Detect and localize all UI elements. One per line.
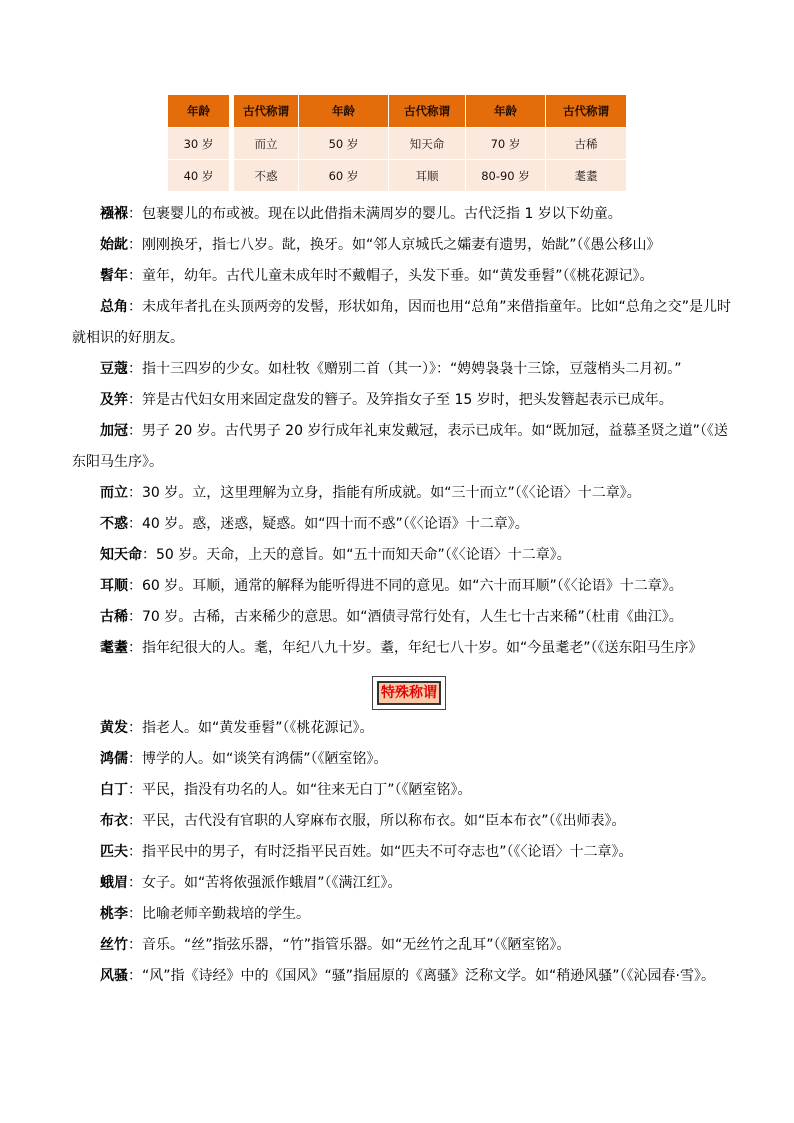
entry-term: 耳顺 [100, 578, 128, 594]
list-item [72, 292, 732, 354]
entry-text: ：音乐。“丝”指弦乐器，“竹”指管乐器。如“无丝竹之乱耳”（《陋室铭》。 [128, 937, 571, 953]
list-item [72, 416, 732, 478]
entry-text: ：指十三四岁的少女。如杜牧《赠别二首（其一）》：“娉娉袅袅十三馀，豆蔻梢头二月初。” [128, 361, 682, 377]
entry-term: 总角 [100, 299, 128, 315]
entry-text: ：刚刚换牙，指七八岁。龀，换牙。如“邻人京城氏之孀妻有遗男，始龀”（《愚公移山》 [128, 237, 661, 253]
list-item [72, 713, 732, 744]
entry-text: ：指平民中的男子，有时泛指平民百姓。如“匹夫不可夺志也”（《〈论语〉十二章》。 [128, 844, 633, 860]
list-item [72, 199, 732, 230]
entry-term: 桃李 [100, 906, 128, 922]
entry-term: 豆蔻 [100, 361, 128, 377]
entry-term: 加冠 [100, 423, 128, 439]
section-title-special-titles: 特殊称谓 [377, 681, 441, 705]
entry-term: 不惑 [100, 516, 128, 532]
entry-term: 布衣 [100, 813, 128, 829]
table-cell: 耳顺 [389, 160, 466, 192]
table-header: 年龄 [466, 95, 546, 128]
entry-text: ：比喻老师辛勤栽培的学生。 [128, 906, 310, 922]
entry-term: 鸿儒 [100, 751, 128, 767]
table-header: 年龄 [299, 95, 389, 128]
table-cell: 40 岁 [168, 160, 230, 192]
entry-text: ：未成年者扎在头顶两旁的发髻，形状如角，因而也用“总角”来借指童年。比如“总角之交”是儿时就相识的好朋友。 [72, 299, 732, 346]
list-item [72, 509, 732, 540]
entry-term: 而立 [100, 485, 128, 501]
entry-text: ：博学的人。如“谈笑有鸿儒”（《陋室铭》。 [128, 751, 388, 767]
table-column [234, 95, 299, 192]
entry-text: ：平民，指没有功名的人。如“往来无白丁”（《陋室铭》。 [128, 782, 472, 798]
age-terms-list [72, 199, 732, 664]
entry-text: ：“风”指《诗经》中的《国风》“骚”指屈原的《离骚》泛称文学。如“稍逊风骚”（《沁园春·雪》。 [128, 968, 715, 984]
age-title-table [168, 95, 627, 192]
list-item [72, 602, 732, 633]
entry-text: ：指老人。如“黄发垂髫”（《桃花源记》。 [128, 720, 374, 736]
table-cell: 50 岁 [299, 128, 389, 160]
entry-term: 古稀 [100, 609, 128, 625]
entry-text: ：包裹婴儿的布或被。现在以此借指未满周岁的婴儿。古代泛指 1 岁以下幼童。 [128, 206, 622, 222]
list-item [72, 385, 732, 416]
list-item [72, 571, 732, 602]
table-cell: 80-90 岁 [466, 160, 546, 192]
entry-term: 知天命 [100, 547, 142, 563]
list-item [72, 961, 732, 992]
entry-term: 及笄 [100, 392, 128, 408]
list-item [72, 744, 732, 775]
list-item [72, 837, 732, 868]
entry-term: 白丁 [100, 782, 128, 798]
table-header: 古代称谓 [389, 95, 466, 128]
list-item [72, 930, 732, 961]
table-column [466, 95, 546, 192]
list-item [72, 354, 732, 385]
table-cell: 30 岁 [168, 128, 230, 160]
entry-text: ：平民，古代没有官职的人穿麻布衣服，所以称布衣。如“臣本布衣”（《出师表》。 [128, 813, 626, 829]
table-cell: 不惑 [234, 160, 299, 192]
section-heading-box [372, 676, 446, 710]
table-cell: 而立 [234, 128, 299, 160]
list-item [72, 261, 732, 292]
entry-term: 风骚 [100, 968, 128, 984]
table-column [299, 95, 389, 192]
entry-term: 髫年 [100, 268, 128, 284]
entry-text: ：60 岁。耳顺，通常的解释为能听得进不同的意见。如“六十而耳顺”（《〈论语》十二章》。 [128, 578, 683, 594]
list-item [72, 868, 732, 899]
list-item [72, 478, 732, 509]
table-cell: 70 岁 [466, 128, 546, 160]
special-terms-list [72, 713, 732, 992]
entry-text: ：指年纪很大的人。耄，年纪八九十岁。耋，年纪七八十岁。如“今虽耄老”（《送东阳马生序》 [128, 640, 703, 656]
table-column [389, 95, 466, 192]
entry-term: 耄耋 [100, 640, 128, 656]
table-header: 年龄 [168, 95, 230, 128]
list-item [72, 540, 732, 571]
table-column [168, 95, 230, 192]
table-column [546, 95, 627, 192]
table-cell: 60 岁 [299, 160, 389, 192]
table-cell: 知天命 [389, 128, 466, 160]
entry-term: 始龀 [100, 237, 128, 253]
entry-text: ：童年，幼年。古代儿童未成年时不戴帽子，头发下垂。如“黄发垂髫”（《桃花源记》。 [128, 268, 654, 284]
table-header: 古代称谓 [546, 95, 627, 128]
table-cell: 古稀 [546, 128, 627, 160]
table-header: 古代称谓 [234, 95, 299, 128]
list-item [72, 230, 732, 261]
entry-text: ：30 岁。立，这里理解为立身，指能有所成就。如“三十而立”（《〈论语〉十二章》。 [128, 485, 641, 501]
entry-term: 蛾眉 [100, 875, 128, 891]
entry-text: ：70 岁。古稀，古来稀少的意思。如“酒债寻常行处有，人生七十古来稀”（杜甫《曲江》。 [128, 609, 683, 625]
entry-text: ：女子。如“苦将侬强派作蛾眉”（《满江红》。 [128, 875, 402, 891]
entry-text: ：40 岁。惑，迷惑，疑惑。如“四十而不惑”（《〈论语》十二章》。 [128, 516, 529, 532]
entry-term: 黄发 [100, 720, 128, 736]
list-item [72, 633, 732, 664]
list-item [72, 775, 732, 806]
entry-term: 丝竹 [100, 937, 128, 953]
entry-term: 襁褓 [100, 206, 128, 222]
entry-term: 匹夫 [100, 844, 128, 860]
entry-text: ：笄是古代妇女用来固定盘发的簪子。及笄指女子至 15 岁时，把头发簪起表示已成年。 [128, 392, 673, 408]
entry-text: ：50 岁。天命，上天的意旨。如“五十而知天命”（《〈论语〉十二章》。 [142, 547, 571, 563]
list-item [72, 899, 732, 930]
list-item [72, 806, 732, 837]
table-cell: 耄耋 [546, 160, 627, 192]
entry-text: ：男子 20 岁。古代男子 20 岁行成年礼束发戴冠，表示已成年。如“既加冠，益慕圣贤之道”（《送东阳马生序》。 [72, 423, 728, 470]
